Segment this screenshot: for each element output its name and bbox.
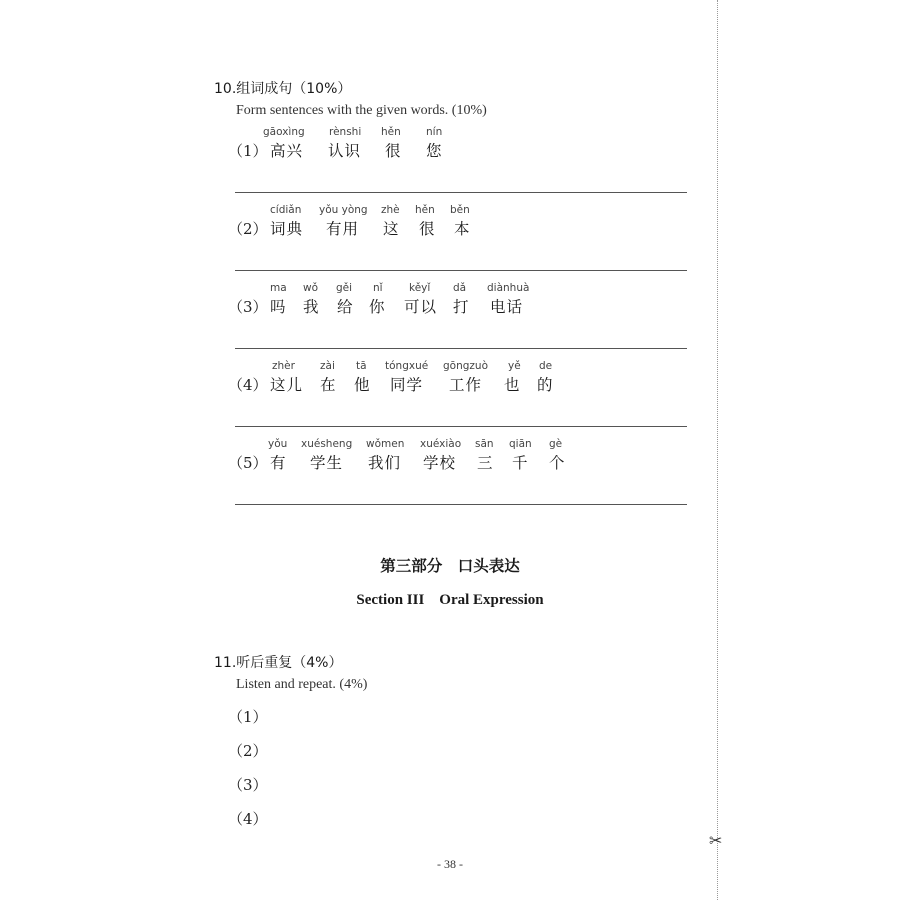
pinyin: yě [508,360,521,372]
chinese-word: 您 [426,142,443,160]
pinyin: de [539,360,553,372]
chinese-word: 本 [454,220,471,238]
chinese-word: 这 [383,220,400,238]
q10-item-number: （4） [228,376,268,394]
pinyin: sān [475,438,494,450]
chinese-word: 个 [549,454,566,472]
chinese-word: 的 [537,376,554,394]
pinyin: yǒu yòng [319,204,368,216]
chinese-word: 吗 [270,298,287,316]
chinese-word: 有 [270,454,287,472]
pinyin: zhè [381,204,400,216]
chinese-word: 打 [453,298,470,316]
chinese-word: 工作 [449,376,483,394]
pinyin: tā [356,360,367,372]
chinese-word: 他 [354,376,371,394]
pinyin: kěyǐ [409,282,431,294]
chinese-word: 学生 [310,454,344,472]
answer-line[interactable] [235,192,687,193]
q10-instruction: Form sentences with the given words. (10%) [236,103,487,118]
chinese-word: 也 [504,376,521,394]
chinese-word: 很 [419,220,436,238]
chinese-word: 同学 [390,376,424,394]
q11-item-number: （2） [228,742,268,760]
chinese-word: 学校 [423,454,457,472]
pinyin: gōngzuò [443,360,488,372]
chinese-word: 给 [337,298,354,316]
chinese-word: 有用 [326,220,360,238]
q10-item-number: （5） [228,454,268,472]
pinyin: ma [270,282,287,294]
pinyin: xuésheng [301,438,353,450]
pinyin: wǒ [303,282,319,294]
cut-line [717,0,718,900]
chinese-word: 我们 [368,454,402,472]
chinese-word: 三 [477,454,494,472]
pinyin: zhèr [272,360,295,372]
scissors-icon: ✂ [709,831,723,850]
pinyin: qiān [509,438,532,450]
page-number: - 38 - [437,857,463,871]
pinyin: nín [426,126,443,138]
answer-line[interactable] [235,426,687,427]
chinese-word: 你 [369,298,386,316]
chinese-word: 在 [320,376,337,394]
section-title-english: Section III Oral Expression [356,592,544,608]
q10-title: 10.组词成句（10%） [214,81,352,97]
answer-line[interactable] [235,504,687,505]
q11-item-number: （1） [228,708,268,726]
q11-instruction: Listen and repeat. (4%) [236,677,368,692]
chinese-word: 千 [512,454,529,472]
section-title-chinese: 第三部分 口头表达 [380,556,520,575]
pinyin: zài [320,360,335,372]
pinyin: hěn [381,126,401,138]
answer-line[interactable] [235,270,687,271]
pinyin: yǒu [268,438,288,450]
chinese-word: 电话 [490,298,524,316]
pinyin: rènshi [329,126,362,138]
q11-item-number: （3） [228,776,268,794]
pinyin: gěi [336,282,353,294]
q11-item-number: （4） [228,810,268,828]
chinese-word: 我 [303,298,320,316]
chinese-word: 很 [385,142,402,160]
chinese-word: 这儿 [270,376,304,394]
answer-line[interactable] [235,348,687,349]
chinese-word: 高兴 [270,142,304,160]
pinyin: wǒmen [366,438,405,450]
pinyin: xuéxiào [420,438,462,450]
pinyin: cídiǎn [270,204,302,216]
chinese-word: 可以 [404,298,438,316]
chinese-word: 认识 [328,142,362,160]
pinyin: běn [450,204,470,216]
pinyin: tóngxué [385,360,429,372]
pinyin: nǐ [373,282,383,294]
q10-item-number: （3） [228,298,268,316]
pinyin: gè [549,438,563,450]
q10-item-number: （1） [228,142,268,160]
chinese-word: 词典 [270,220,304,238]
pinyin: hěn [415,204,435,216]
pinyin: diànhuà [487,282,530,294]
q11-title: 11.听后重复（4%） [214,655,343,671]
pinyin: gāoxìng [263,126,305,138]
pinyin: dǎ [453,282,467,294]
q10-item-number: （2） [228,220,268,238]
